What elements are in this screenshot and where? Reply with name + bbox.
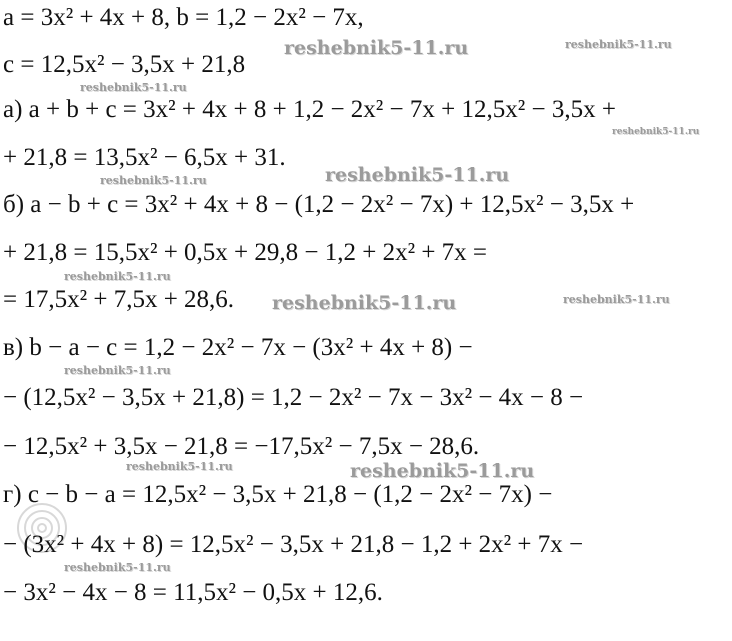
watermark: reshebnik5-11.ru bbox=[350, 460, 535, 482]
watermark: reshebnik5-11.ru bbox=[325, 164, 510, 186]
math-line-g-2: − (3x² + 4x + 8) = 12,5x² − 3,5x + 21,8 − 1,2 + 2x² + 7x − bbox=[3, 531, 584, 558]
math-line-v-3: − 12,5x² + 3,5x − 21,8 = −17,5x² − 7,5x − 28,6. bbox=[3, 433, 480, 460]
watermark: reshebnik5-11.ru bbox=[565, 38, 672, 51]
math-line-b-1: б) a − b + c = 3x² + 4x + 8 − (1,2 − 2x² − 7x) + 12,5x² − 3,5x + bbox=[3, 191, 635, 218]
watermark: reshebnik5-11.ru bbox=[100, 174, 207, 187]
watermark: reshebnik5-11.ru bbox=[126, 460, 233, 473]
watermark: reshebnik5-11.ru bbox=[284, 37, 469, 59]
math-line-g-3: − 3x² − 4x − 8 = 11,5x² − 0,5x + 12,6. bbox=[3, 579, 383, 606]
watermark: reshebnik5-11.ru bbox=[64, 270, 171, 283]
watermark: reshebnik5-11.ru bbox=[80, 81, 187, 94]
watermark: reshebnik5-11.ru bbox=[64, 561, 171, 574]
watermark: reshebnik5-11.ru bbox=[272, 292, 457, 314]
math-line-a-1: а) a + b + c = 3x² + 4x + 8 + 1,2 − 2x² − 7x + 12,5x² − 3,5x + bbox=[3, 96, 616, 123]
math-line-b-2: + 21,8 = 15,5x² + 0,5x + 29,8 − 1,2 + 2x² + 7x = bbox=[3, 239, 488, 266]
math-line-v-2: − (12,5x² − 3,5x + 21,8) = 1,2 − 2x² − 7x − 3x² − 4x − 8 − bbox=[3, 384, 584, 411]
math-line-b-3: = 17,5x² + 7,5x + 28,6. bbox=[3, 286, 235, 313]
watermark: reshebnik5-11.ru bbox=[64, 364, 171, 377]
watermark: reshebnik5-11.ru bbox=[612, 127, 700, 137]
math-line-g-1: г) c − b − a = 12,5x² − 3,5x + 21,8 − (1,2 − 2x² − 7x) − bbox=[3, 481, 553, 508]
watermark: reshebnik5-11.ru bbox=[563, 293, 670, 306]
math-line-given-ab: a = 3x² + 4x + 8, b = 1,2 − 2x² − 7x, bbox=[3, 4, 364, 31]
math-line-given-c: c = 12,5x² − 3,5x + 21,8 bbox=[3, 51, 246, 78]
math-line-a-2: + 21,8 = 13,5x² − 6,5x + 31. bbox=[3, 144, 286, 171]
math-line-v-1: в) b − a − c = 1,2 − 2x² − 7x − (3x² + 4x + 8) − bbox=[3, 334, 473, 361]
